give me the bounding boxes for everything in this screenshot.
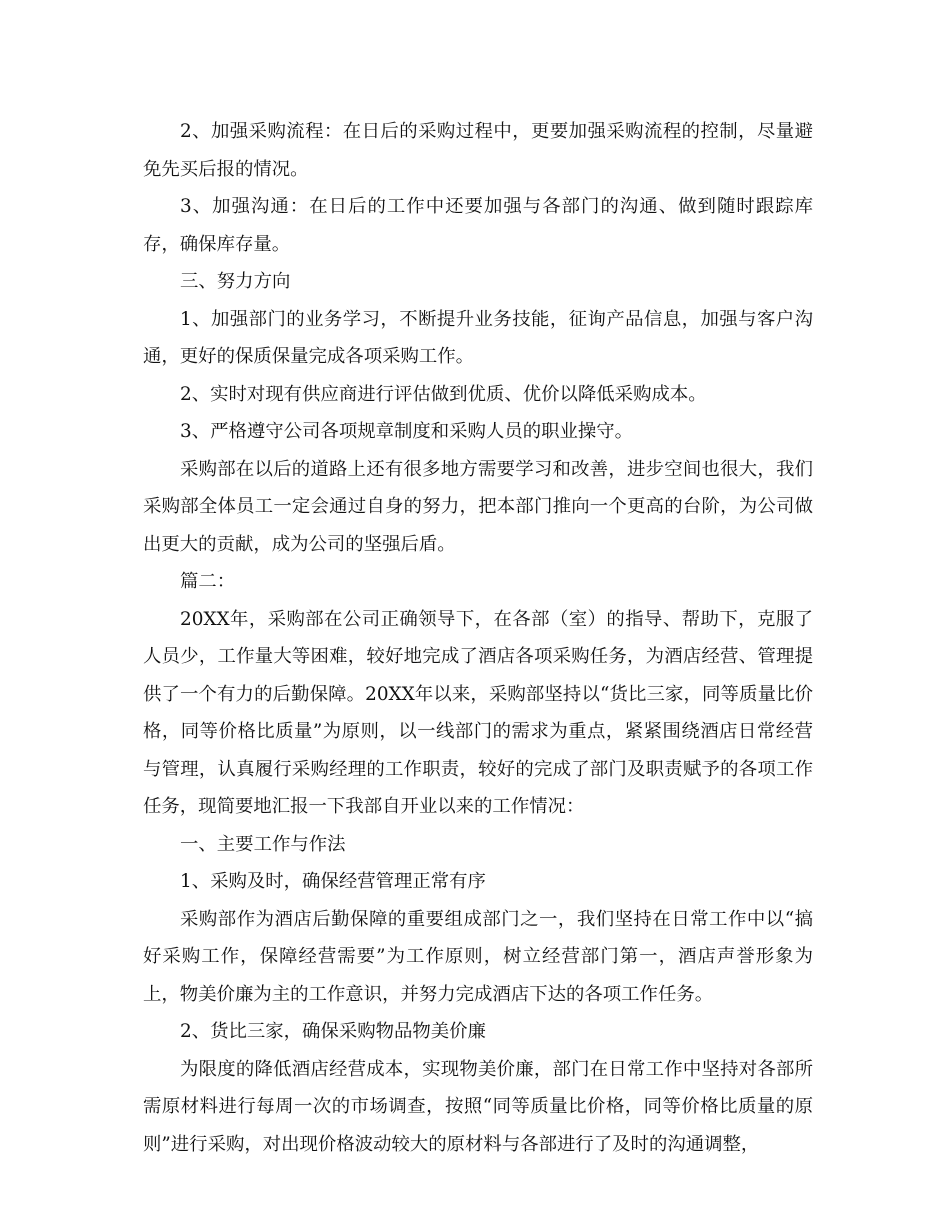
paragraph-4: 1、加强部门的业务学习，不断提升业务技能，征询产品信息，加强与客户沟通，更好的保质保量完成各项采购工作。: [143, 308, 813, 367]
subheading-13: 2、货比三家，确保采购物品物美价廉: [180, 1021, 486, 1042]
section-heading-3: 三、努力方向: [180, 271, 291, 292]
paragraph-9: 20XX年，采购部在公司正确领导下，在各部（室）的指导、帮助下，克服了人员少，工作量大等困难，较好地完成了酒店各项采购任务，为酒店经营、管理提供了一个有力的后勤保障。20XX年以来，采购部坚持以“货比三家，同等质量比价格，同等价格比质量”为原则，以一线部门的需求为重点，紧紧围绕酒店日常经营与管理，认真履行采购经理的工作职责，较好的完成了部门及职责赋予的各项工作任务，现简要地汇报一下我部自开业以来的工作情况：: [143, 608, 813, 817]
document-body: [143, 113, 813, 1163]
section-heading-8: 篇二：: [180, 571, 236, 592]
paragraph-7: 采购部在以后的道路上还有很多地方需要学习和改善，进步空间也很大，我们采购部全体员工一定会通过自身的努力，把本部门推向一个更高的台阶，为公司做出更大的贡献，成为公司的坚强后盾。: [143, 458, 813, 555]
paragraph-12: 采购部作为酒店后勤保障的重要组成部门之一，我们坚持在日常工作中以“搞好采购工作，保障经营需要”为工作原则，树立经营部门第一，酒店声誉形象为上，物美价廉为主的工作意识，并努力完成酒店下达的各项工作任务。: [143, 908, 813, 1005]
section-heading-10: 一、主要工作与作法: [180, 833, 346, 855]
paragraph-2: 3、加强沟通：在日后的工作中还要加强与各部门的沟通、做到随时跟踪库存，确保库存量。: [143, 196, 813, 255]
paragraph-14: 为限度的降低酒店经营成本，实现物美价廉，部门在日常工作中坚持对各部所需原材料进行每周一次的市场调查，按照“同等质量比价格，同等价格比质量的原则”进行采购，对出现价格波动较大的原材料与各部进行了及时的沟通调整，: [143, 1058, 813, 1155]
paragraph-5: 2、实时对现有供应商进行评估做到优质、优价以降低采购成本。: [180, 383, 707, 405]
subheading-11: 1、采购及时，确保经营管理正常有序: [180, 871, 486, 892]
paragraph-1: 2、加强采购流程：在日后的采购过程中，更要加强采购流程的控制，尽量避免先买后报的情况。: [143, 121, 813, 180]
paragraph-6: 3、严格遵守公司各项规章制度和采购人员的职业操守。: [180, 421, 634, 442]
